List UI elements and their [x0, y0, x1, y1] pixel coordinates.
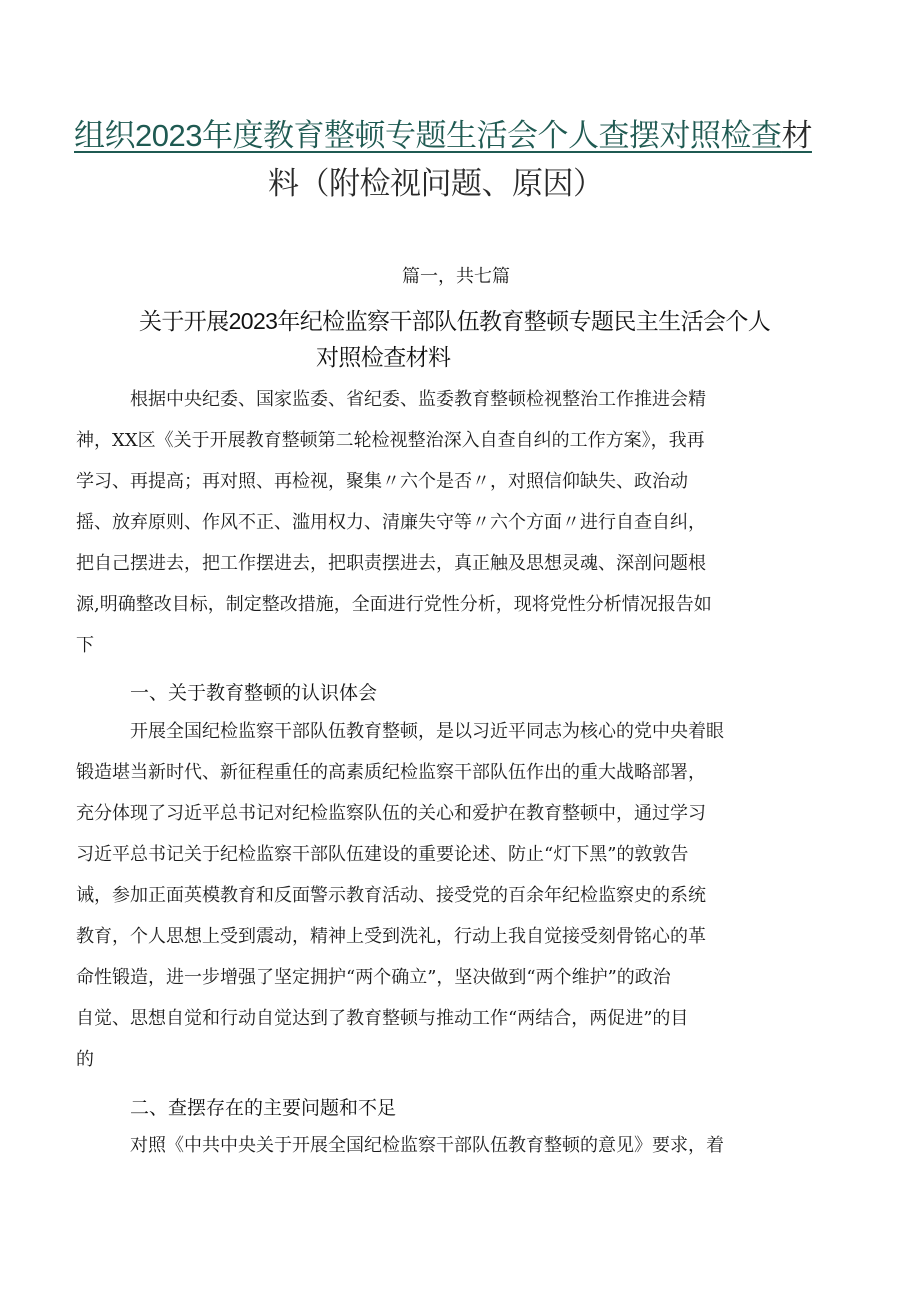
- article-title-line-2: 对照检查材料: [316, 344, 451, 370]
- article-title-line-1: 关于开展2023年纪检监察干部队伍教育整顿专题民主生活会个人: [139, 308, 771, 334]
- paragraph-line: 把自己摆进去，把工作摆进去，把职责摆进去，真正触及思想灵魂、深剖问题根: [76, 553, 706, 574]
- paragraph-line: 自觉、思想自觉和行动自觉达到了教育整顿与推动工作“两结合，两促进”的目: [76, 1008, 689, 1029]
- document-title-line-1-text: 组织2023年度教育整顿专题生活会个人查摆对照检查: [74, 118, 782, 153]
- paragraph-line: 学习、再提高；再对照、再检视，聚集〃六个是否〃，对照信仰缺失、政治动: [76, 471, 688, 492]
- section-heading-1: 一、关于教育整顿的认识体会: [130, 683, 378, 704]
- document-title-line-2: 料（附检视问题、原因）: [268, 166, 604, 201]
- paragraph-line: 习近平总书记关于纪检监察干部队伍建设的重要论述、防止“灯下黑”的敦敦告: [76, 844, 689, 865]
- document-title-line-1-tail: 材: [781, 118, 812, 153]
- paragraph-line: 命性锻造，进一步增强了坚定拥护“两个确立”，坚决做到“两个维护”的政治: [76, 967, 671, 988]
- paragraph-line: 根据中央纪委、国家监委、省纪委、监委教育整顿检视整治工作推进会精: [130, 389, 706, 410]
- paragraph-line: 教育，个人思想上受到震动，精神上受到洗礼，行动上我自觉接受刻骨铭心的革: [76, 926, 706, 947]
- section-heading-2: 二、查摆存在的主要问题和不足: [130, 1098, 397, 1119]
- paragraph-line: 源,明确整改目标，制定整改措施，全面进行党性分析，现将党性分析情况报告如: [76, 594, 712, 615]
- document-title-line-1: [74, 112, 864, 160]
- paragraph-line: 充分体现了习近平总书记对纪检监察队伍的关心和爱护在教育整顿中，通过学习: [76, 803, 706, 824]
- paragraph-line: 下: [76, 635, 94, 656]
- paragraph-line: 神，XX区《关于开展教育整顿第二轮检视整治深入自查自纠的工作方案》，我再: [76, 430, 705, 451]
- paragraph-line: 诫，参加正面英模教育和反面警示教育活动、接受党的百余年纪检监察史的系统: [76, 885, 706, 906]
- paragraph-line: 开展全国纪检监察干部队伍教育整顿，是以习近平同志为核心的党中央着眼: [130, 721, 724, 742]
- document-title: [74, 112, 864, 208]
- paragraph-line: 摇、放弃原则、作风不正、滥用权力、清廉失守等〃六个方面〃进行自查自纠，: [76, 512, 706, 533]
- series-label: 篇一，共七篇: [402, 266, 510, 287]
- paragraph-line: 锻造堪当新时代、新征程重任的高素质纪检监察干部队伍作出的重大战略部署，: [76, 762, 706, 783]
- paragraph-line: 对照《中共中央关于开展全国纪检监察干部队伍教育整顿的意见》要求，着: [130, 1135, 724, 1156]
- paragraph-line: 的: [76, 1049, 94, 1070]
- article-title: [139, 303, 879, 375]
